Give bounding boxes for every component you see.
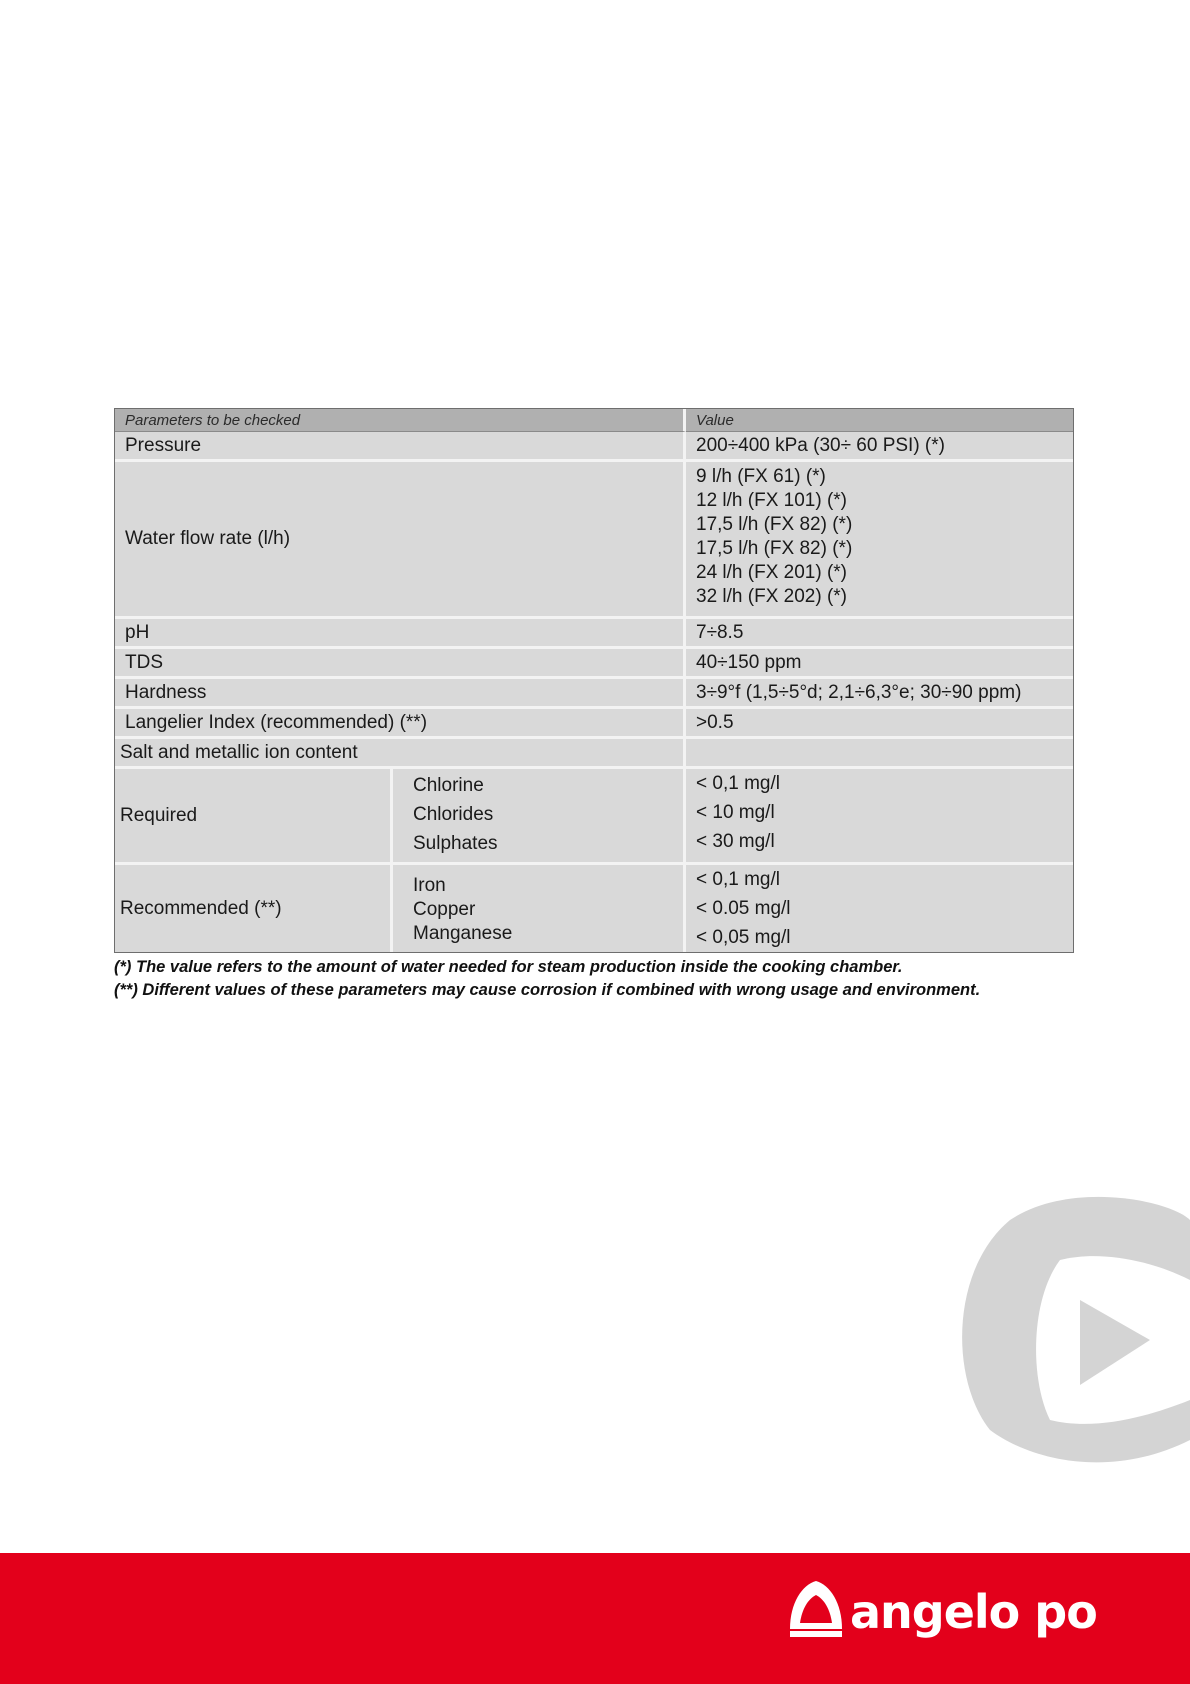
brand-watermark-icon (950, 1180, 1190, 1480)
section-label: Salt and metallic ion content (115, 739, 686, 769)
footer-bar (0, 1553, 1190, 1684)
ion-name: Sulphates (413, 833, 498, 854)
table-row (115, 432, 1073, 462)
param-label: pH (115, 619, 686, 649)
flow-value: 17,5 l/h (FX 82) (*) (696, 538, 853, 559)
ion-name: Chlorides (413, 804, 494, 825)
brand-mark-icon (786, 1573, 846, 1657)
param-label: Pressure (115, 432, 686, 462)
flow-value: 32 l/h (FX 202) (*) (696, 586, 847, 607)
ion-value: < 0.05 mg/l (696, 898, 791, 919)
table-row (115, 462, 1073, 619)
ion-list (393, 769, 686, 865)
ion-name: Copper (413, 898, 476, 920)
ion-value: < 0,1 mg/l (696, 773, 780, 794)
table-row (115, 865, 1073, 952)
ion-name: Iron (413, 874, 446, 896)
param-value: 40÷150 ppm (686, 649, 1073, 679)
table-row (115, 739, 1073, 769)
group-label: Required (115, 769, 393, 865)
param-label: Hardness (115, 679, 686, 709)
table-row (115, 619, 1073, 649)
ion-value: < 0,05 mg/l (696, 927, 791, 948)
ion-values (686, 769, 1073, 865)
flow-value: 9 l/h (FX 61) (*) (696, 466, 826, 487)
table-row (115, 649, 1073, 679)
param-value-list (686, 462, 1073, 619)
brand-logo (786, 1573, 1106, 1657)
footnotes (114, 956, 1074, 1002)
flow-value: 12 l/h (FX 101) (*) (696, 490, 847, 511)
param-value: >0.5 (686, 709, 1073, 739)
ion-value: < 0,1 mg/l (696, 869, 780, 890)
ion-value: < 30 mg/l (696, 831, 775, 852)
ion-name: Chlorine (413, 775, 484, 796)
table-row (115, 679, 1073, 709)
flow-value: 17,5 l/h (FX 82) (*) (696, 514, 853, 535)
ion-value: < 10 mg/l (696, 802, 775, 823)
param-label: Langelier Index (recommended) (**) (115, 709, 686, 739)
param-value: 3÷9°f (1,5÷5°d; 2,1÷6,3°e; 30÷90 ppm) (686, 679, 1073, 709)
ion-name: Manganese (413, 922, 513, 944)
brand-name: angelo po (850, 1585, 1097, 1639)
header-parameters: Parameters to be checked (115, 409, 686, 432)
table-row (115, 709, 1073, 739)
flow-value: 24 l/h (FX 201) (*) (696, 562, 847, 583)
ion-values (686, 865, 1073, 952)
footnote: (**) Different values of these parameters may cause corrosion if combined with wrong usage and environment. (114, 981, 981, 999)
table-row (115, 769, 1073, 865)
param-value: 7÷8.5 (686, 619, 1073, 649)
param-label: TDS (115, 649, 686, 679)
footnote: (*) The value refers to the amount of water needed for steam production inside the cooking chamber. (114, 958, 903, 976)
table-header-row (115, 409, 1073, 432)
header-value: Value (686, 409, 1073, 432)
water-parameters-table (114, 408, 1074, 953)
param-value: 200÷400 kPa (30÷ 60 PSI) (*) (686, 432, 1073, 462)
ion-list (393, 865, 686, 952)
empty-cell (686, 739, 1073, 769)
param-label: Water flow rate (l/h) (115, 462, 686, 619)
group-label: Recommended (**) (115, 865, 393, 952)
